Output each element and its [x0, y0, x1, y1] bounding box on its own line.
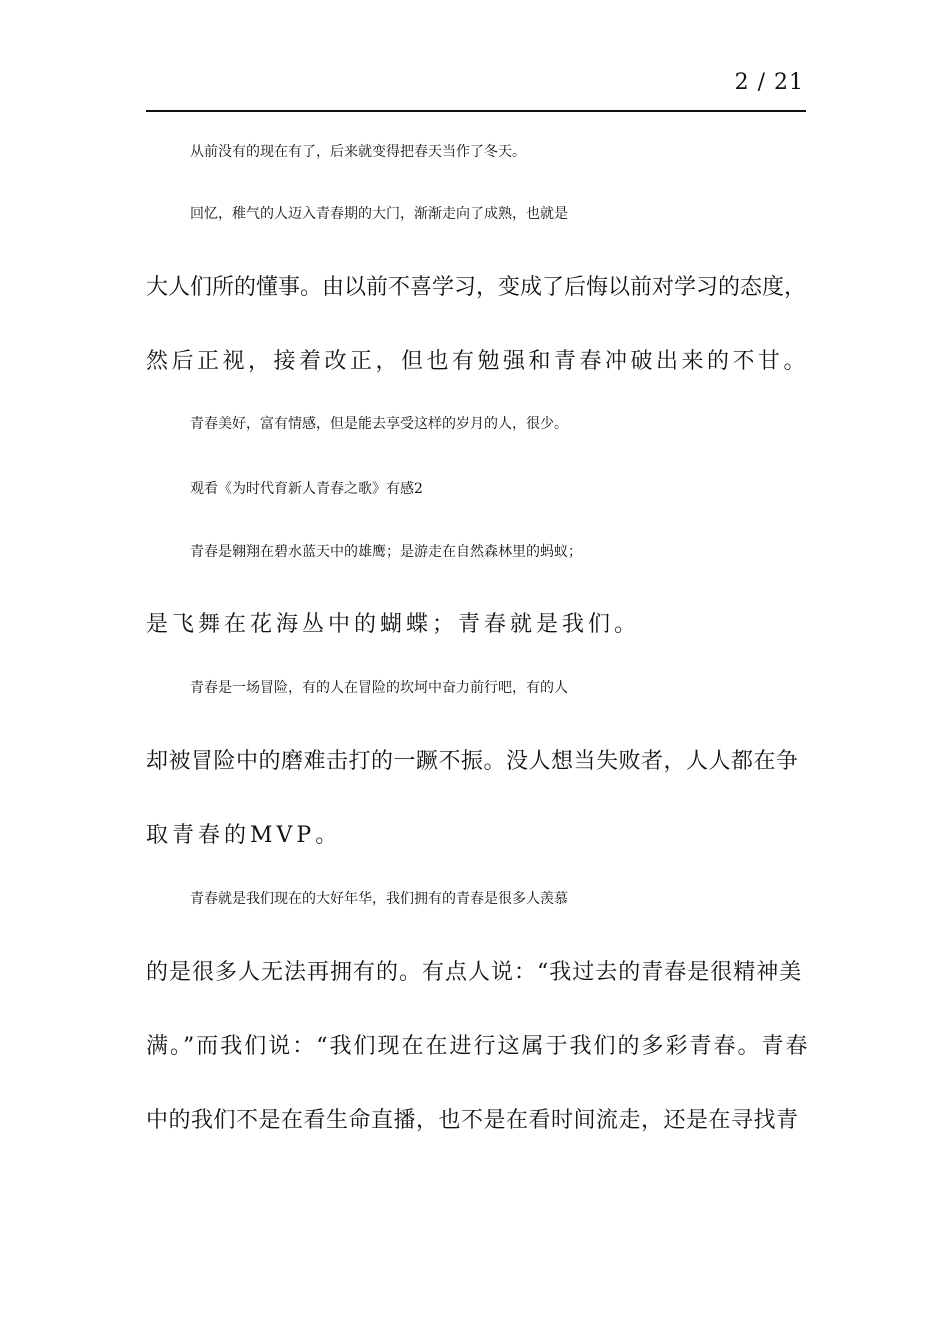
- header-divider: [146, 110, 806, 112]
- text-line: 青春是翱翔在碧水蓝天中的雄鹰；是游走在自然森林里的蚂蚁；: [190, 544, 582, 560]
- text-line: 的是很多人无法再拥有的。有点人说：“我过去的青春是很精神美: [146, 960, 803, 985]
- text-line: 却被冒险中的磨难击打的一蹶不振。没人想当失败者，人人都在争: [146, 749, 799, 774]
- text-line: 是飞舞在花海丛中的蝴蝶；青春就是我们。: [146, 612, 641, 637]
- text-line: 取青春的MVP。: [146, 823, 342, 848]
- text-line: 青春就是我们现在的大好年华，我们拥有的青春是很多人羡慕: [190, 891, 568, 907]
- text-line: 青春是一场冒险，有的人在冒险的坎坷中奋力前行吧，有的人: [190, 680, 568, 696]
- text-line: 满。”而我们说：“我们现在在进行这属于我们的多彩青春。青春: [146, 1034, 810, 1059]
- text-line: 回忆，稚气的人迈入青春期的大门，渐渐走向了成熟，也就是: [190, 206, 568, 222]
- text-line: 从前没有的现在有了，后来就变得把春天当作了冬天。: [190, 144, 526, 160]
- text-line: 青春美好，富有情感，但是能去享受这样的岁月的人，很少。: [190, 416, 568, 432]
- page-number: 2 / 21: [734, 70, 804, 95]
- text-line: 然后正视，接着改正，但也有勉强和青春冲破出来的不甘。: [146, 349, 810, 374]
- text-line: 中的我们不是在看生命直播，也不是在看时间流走，还是在寻找青: [146, 1108, 799, 1133]
- section-heading: 观看《为时代育新人青春之歌》有感2: [190, 481, 423, 497]
- text-line: 大人们所的懂事。由以前不喜学习，变成了后悔以前对学习的态度，: [146, 275, 807, 300]
